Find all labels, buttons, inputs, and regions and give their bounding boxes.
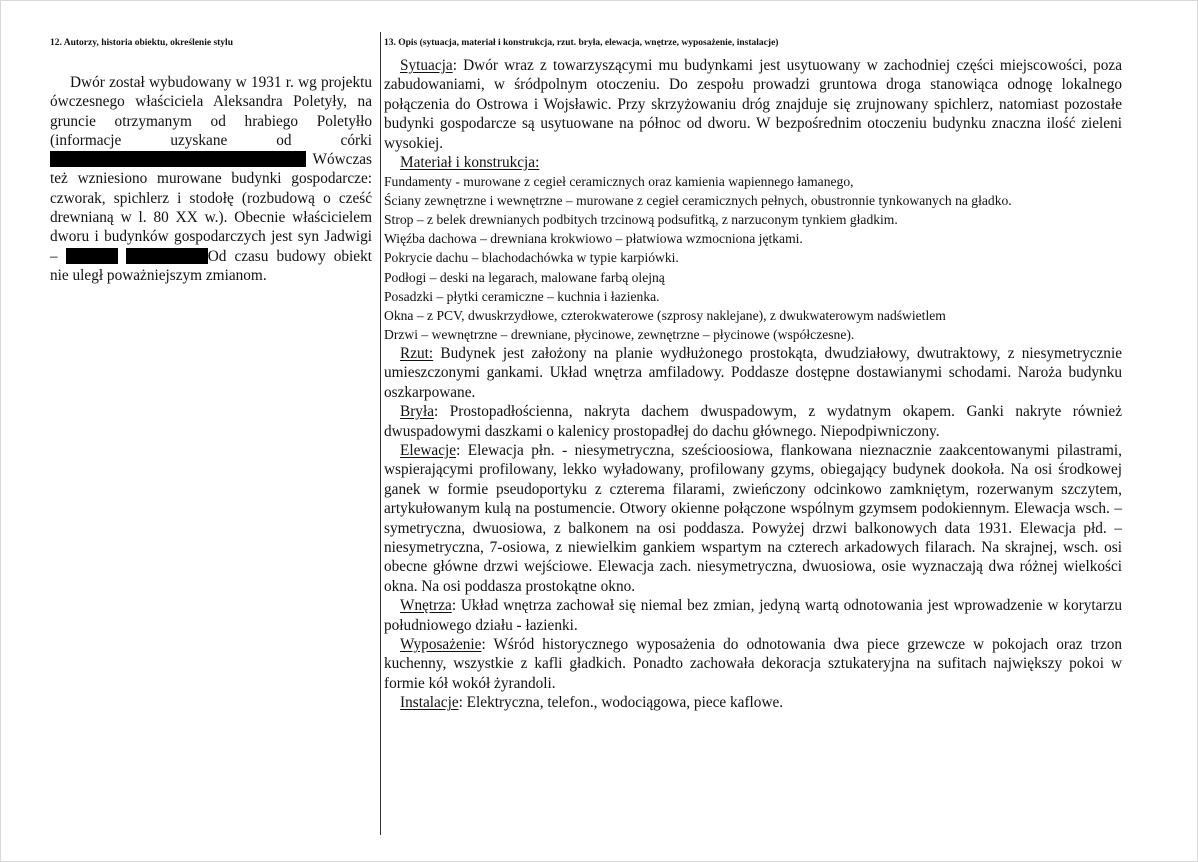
material-item: Drzwi – wewnętrzne – drewniane, płycinowe, zewnętrzne – płycinowe (współczesne). bbox=[384, 326, 855, 342]
column-divider bbox=[380, 32, 381, 835]
sytuacja-label: Sytuacja bbox=[400, 57, 453, 74]
section-13-header: 13. Opis (sytuacja, materiał i konstrukcja, rzut. bryła, elewacja, wnętrze, wyposażenie, instalacje) bbox=[384, 38, 779, 48]
elewacje-text: : Elewacja płn. - niesymetryczna, sześcioosiowa, flankowana nieznacznie zaakcentowanymi pilastrami, wspierającymi profilowany, lekko wyładowany, profilowany gzyms, obiegający budynek dookoła. Na osi środkowej ganek w formie pseudoportyku z czterema filarami, zwieńczony odcinkowo zamkniętym, rozerwanym szczytem, artykułowanym kulą na postumencie. Otwory okienne połączone wspólnym gzymsem podokiennym. Elewacja wsch. – symetryczna, dwuosiowa, z balkonem na osi poddasza. Powyżej drzwi balkonowych data 1931. Elewacja płd. – niesymetryczna, 7-osiowa, z niewielkim gankiem wspartym na czterech arkadowych filarach. Na skrajnej, wsch. osi obecne główne drzwi wejściowe. Elewacja zach. niesymetryczna, dwuosiowa, osie wyznaczają dwa różnej wielkości okna. Na osi poddasza prostokątne okno. bbox=[384, 441, 1122, 595]
material-item: Pokrycie dachu – blachodachówka w typie karpiówki. bbox=[384, 250, 679, 266]
elewacje-label: Elewacje bbox=[400, 441, 457, 459]
history-text-part-1: Dwór został wybudowany w 1931 r. wg projektu ówczesnego właściciela Aleksandra Poletyły, na gruncie otrzymanym od hrabiego Poletyłło (informacje uzyskane od córki bbox=[50, 74, 372, 149]
history-text-part-3: Od czasu budowy obiekt nie uległ poważniejszym zmianom. bbox=[50, 247, 372, 284]
instalacje-label: Instalacje bbox=[400, 694, 459, 712]
rzut-text: Budynek jest założony na planie wydłużonego prostokąta, dwudziałowy, dwutraktowy, z niesymetrycznie umieszczonymi gankami. Układ wnętrza amfiladowy. Poddasze dostępne dostawianymi schodami. Naroża budynku oszkarpowane. bbox=[384, 344, 1122, 401]
bryla-paragraph bbox=[384, 402, 1122, 441]
section-13-description bbox=[384, 36, 1122, 713]
wnetrza-paragraph bbox=[384, 596, 1122, 635]
redaction-block bbox=[50, 151, 306, 167]
instalacje-paragraph bbox=[384, 693, 1122, 712]
material-heading bbox=[400, 153, 1122, 172]
material-item: Fundamenty - murowane z cegieł ceramicznych oraz kamienia wapiennego łamanego, bbox=[384, 174, 854, 190]
history-text bbox=[50, 73, 372, 285]
elewacje-paragraph bbox=[384, 441, 1122, 596]
redaction-block bbox=[126, 248, 208, 264]
wnetrza-text: : Układ wnętrza zachował się niemal bez zmian, jedyną wartą odnotowania jest wprowadzenie w korytarzu południowego działu - łazienki. bbox=[384, 597, 1122, 634]
material-item: Posadzki – płytki ceramiczne – kuchnia i łazienka. bbox=[384, 288, 660, 304]
bryla-label: Bryła bbox=[400, 403, 434, 421]
instalacje-text: : Elektryczna, telefon., wodociągowa, piece kaflowe. bbox=[458, 694, 784, 712]
rzut-label: Rzut: bbox=[400, 344, 434, 362]
material-item: Podłogi – deski na legarach, malowane farbą olejną bbox=[384, 269, 665, 285]
material-item: Ściany zewnętrzne i wewnętrzne – murowane z cegieł ceramicznych pełnych, obustronnie tynkowanych na gładko. bbox=[384, 193, 1012, 209]
wnetrza-label: Wnętrza bbox=[400, 597, 452, 615]
rzut-paragraph bbox=[384, 344, 1122, 402]
sytuacja-paragraph bbox=[384, 56, 1122, 153]
material-list bbox=[384, 172, 1122, 344]
material-item: Więźba dachowa – drewniana krokwiowo – płatwiowa wzmocniona jętkami. bbox=[384, 231, 803, 247]
material-item: Strop – z belek drewnianych podbitych trzcinową podsufitką, z narzuconym tynkiem gładkim. bbox=[384, 212, 898, 228]
section-12-history bbox=[50, 36, 372, 285]
wyposazenie-label: Wyposażenie bbox=[400, 635, 482, 653]
redaction-block bbox=[66, 248, 118, 264]
wyposazenie-paragraph bbox=[384, 635, 1122, 693]
sytuacja-text: : Dwór wraz z towarzyszącymi mu budynkami jest usytuowany w zachodniej części miejscowości, poza zabudowaniami, w śródpolnym otoczeniu. Do zespołu prowadzi gruntowa droga stanowiąca odnogę lokalnego połączenia do Ostrowa i Wojsławic. Przy skrzyżowaniu dróg znajduje się zrujnowany spichlerz, natomiast pozostałe budynki gospodarcze są usytuowane na północ od dworu. W bezpośrednim otoczeniu budynku znaczna ilość zieleni wysokiej. bbox=[384, 57, 1122, 152]
section-12-header: 12. Autorzy, historia obiektu, określenie stylu bbox=[50, 38, 233, 48]
wyposazenie-text: : Wśród historycznego wyposażenia do odnotowania dwa piece grzewcze w pokojach oraz trzon kuchenny, wszystkie z kafli gładkich. Ponadto zachowała dekoracja sztukateryjna na sufitach największy pokoi w formie kół wokół żyrandoli. bbox=[384, 635, 1122, 692]
material-label: Materiał i konstrukcja: bbox=[400, 154, 540, 172]
material-item: Okna – z PCV, dwuskrzydłowe, czterokwaterowe (szprosy naklejane), z dwukwaterowym nadświetlem bbox=[384, 307, 946, 323]
bryla-text: : Prostopadłościenna, nakryta dachem dwuspadowym, z wydatnym okapem. Ganki nakryte również dwuspadowymi daszkami o kalenicy prostopadłej do dachu głównego. Niepodpiwniczony. bbox=[384, 403, 1122, 440]
history-text-part-2: Wówczas też wzniesiono murowane budynki gospodarcze: czworak, spichlerz i stodołę (rozbudową o cześć drewnianą w l. 80 XX w.). Obecnie właścicielem dworu i budynków gospodarczych jest syn Jadwigi – bbox=[50, 151, 372, 265]
